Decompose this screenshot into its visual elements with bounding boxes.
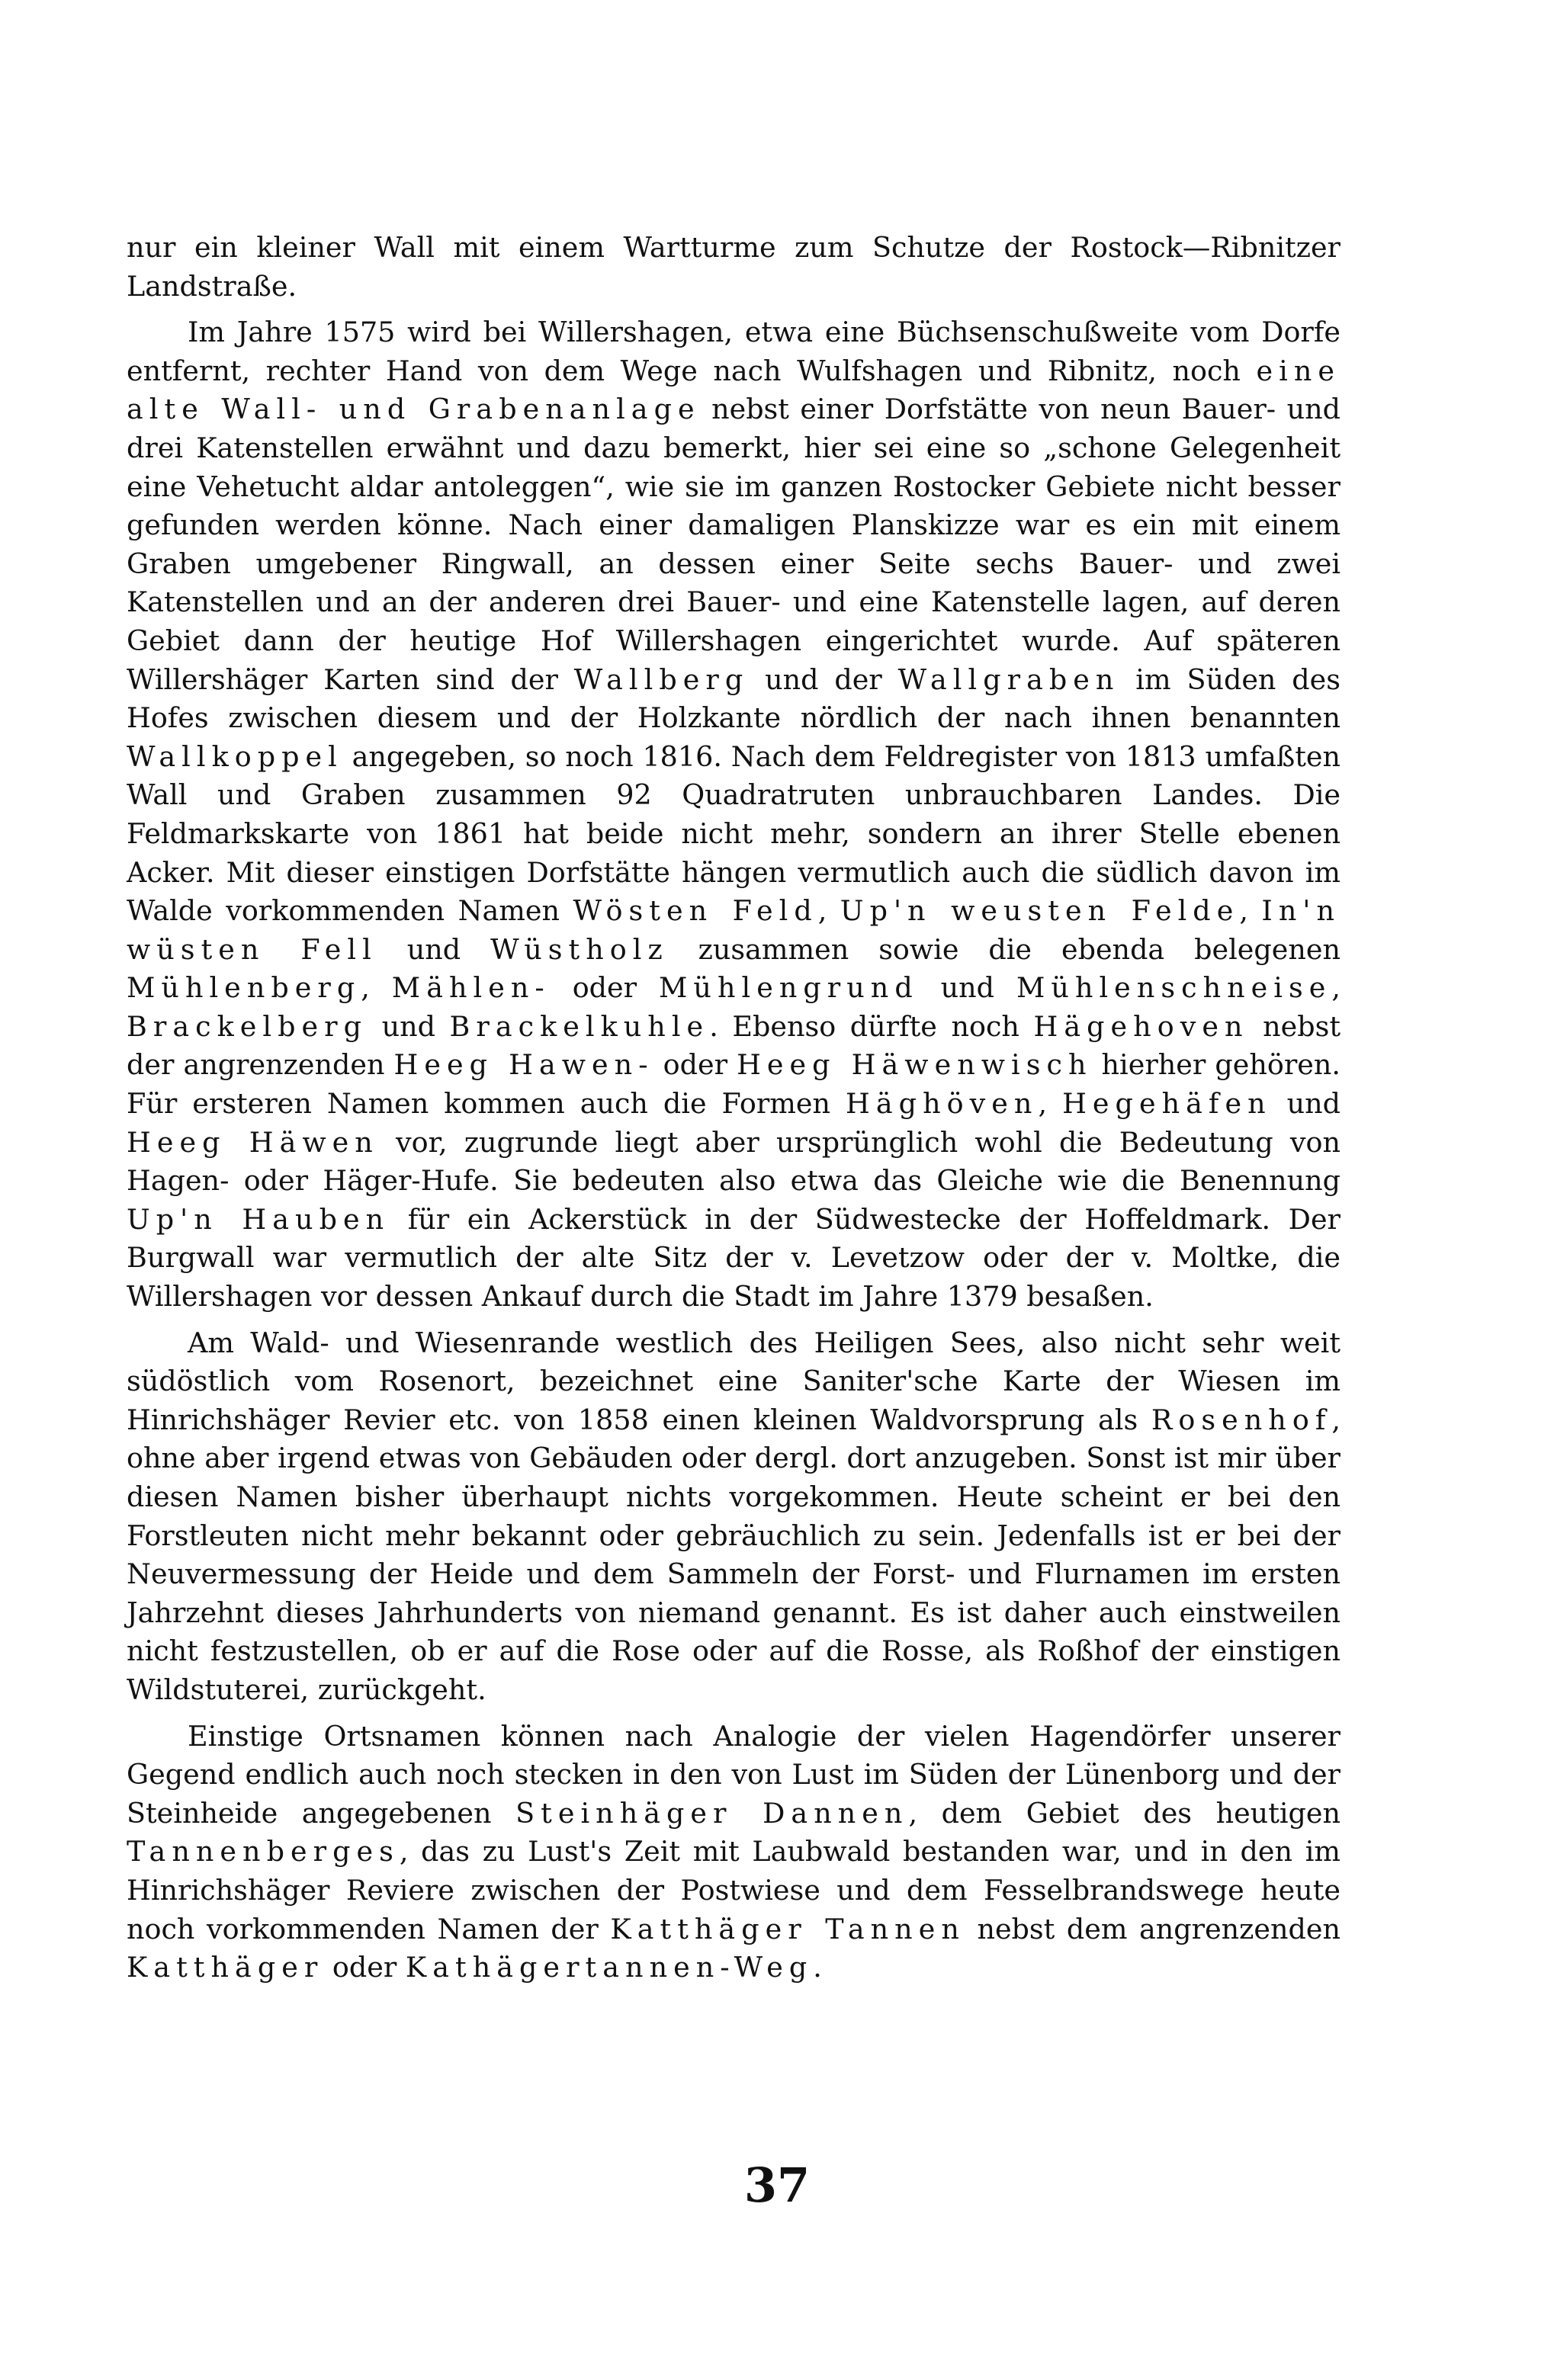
page-number: 37 — [743, 2157, 811, 2213]
text-run: und — [367, 1009, 450, 1043]
spaced-term: Heeg Häwen — [127, 1125, 379, 1159]
text-run: vor, zugrunde liegt aber ursprünglich wohl die Bedeutung von Hagen- oder Häger-Hufe. Sie bedeuten also etwa das Gleiche wie die Benennung — [127, 1125, 1340, 1198]
spaced-term: Up'n weusten Felde — [840, 894, 1240, 928]
spaced-term: Hegehäfen — [1062, 1087, 1272, 1121]
spaced-term: Up'n Hauben — [127, 1202, 390, 1236]
text-run: oder — [550, 971, 660, 1005]
text-run: zusammen sowie die ebenda belegenen — [668, 932, 1340, 966]
spaced-term: Heeg Hawen- — [393, 1048, 654, 1082]
text-run: und — [918, 971, 1016, 1005]
text-run: und — [1271, 1087, 1340, 1121]
text-run: Am Wald- und Wiesenrande westlich des Heiligen Sees, also nicht sehr weit südöstlich vom Rosenort, bezeichnet eine Saniter'sche Karte der Wiesen im Hinrichshäger Revier etc. von 1858 einen kleinen Waldvorsprung als — [127, 1326, 1340, 1436]
spaced-term: Mühlenschneise — [1016, 971, 1332, 1005]
spaced-term: Wallberg — [573, 662, 750, 696]
spaced-term: Hägehoven — [1033, 1009, 1249, 1043]
text-run: nebst der angrenzenden — [127, 1009, 1340, 1082]
paragraph — [127, 313, 1340, 1316]
text-run: , — [1239, 894, 1262, 928]
text-run: hierher gehören. Für ersteren Namen kommen auch die Formen — [127, 1048, 1340, 1121]
text-run: nebst dem angrenzenden — [965, 1912, 1340, 1945]
spaced-term: Katthäger — [127, 1951, 324, 1984]
text-run: für ein Ackerstück in der Südwestecke der Hoffeldmark. Der Burgwall war vermutlich der alte Sitz der v. Levetzow oder der v. Moltke, die Willershagen vor dessen Ankauf durch die Stadt im Jahre 1379 besaßen. — [127, 1202, 1340, 1313]
spaced-term: Tannenberges — [127, 1835, 400, 1868]
spaced-term: Katthäger Tannen — [610, 1912, 965, 1945]
text-run: angegeben, so noch 1816. Nach dem Feldregister von 1813 umfaßten Wall und Graben zusammen 92 Quadratruten unbrauchbaren Landes. Die Feldmarkskarte von 1861 hat beide nicht mehr, sondern an ihrer Stelle ebenen Acker. Mit dieser einstigen Dorfstätte hängen vermutlich auch die südlich davon im Walde vorkommenden Namen — [127, 739, 1340, 928]
text-run: , das zu Lust's Zeit mit Laubwald bestanden war, und in den im Hinrichshäger Reviere zwischen der Postwiese und dem Fesselbrandswege heute noch vorkommenden Namen der — [127, 1835, 1340, 1945]
text-run: und — [377, 932, 491, 966]
text-run: , dem Gebiet des heutigen — [908, 1796, 1341, 1830]
text-run: , ohne aber irgend etwas von Gebäuden oder dergl. dort anzugeben. Sonst ist mir über diesen Namen bisher überhaupt nichts vorgekommen. Heute scheint er bei den Forstleuten nicht mehr bekannt oder gebräuchlich zu sein. Jedenfalls ist er bei der Neuvermessung der Heide und dem Sammeln der Forst- und Flurnamen im ersten Jahrzehnt dieses Jahrhunderts von niemand genannt. Es ist daher auch einstweilen nicht festzustellen, ob er auf die Rose oder auf die Rosse, als Roßhof der einstigen Wildstuterei, zurückgeht. — [127, 1403, 1340, 1706]
spaced-term: Heeg Häwenwisch — [737, 1048, 1093, 1082]
spaced-term: Kathägertannen-Weg — [405, 1951, 814, 1984]
text-run: nur ein kleiner Wall mit einem Wartturme zum Schutze der Rostock—Ribnitzer Landstraße. — [127, 231, 1340, 303]
spaced-term: Wösten Feld — [573, 894, 818, 928]
paragraph — [127, 1718, 1340, 1987]
paragraph — [127, 1324, 1340, 1710]
spaced-term: Wallgraben — [897, 662, 1120, 696]
spaced-term: Brackelberg — [127, 1009, 368, 1043]
body-text — [127, 229, 1340, 1995]
paragraph — [127, 229, 1340, 306]
spaced-term: Rosenhof — [1151, 1403, 1332, 1436]
text-run: , — [361, 971, 392, 1005]
spaced-term: Wallkoppel — [127, 739, 343, 773]
text-run: oder — [653, 1048, 737, 1082]
text-run: , — [1331, 971, 1340, 1005]
text-run: im Süden des Hofes zwischen diesem und der Holzkante nördlich der nach ihnen benannten — [127, 662, 1340, 735]
spaced-term: Mählen- — [391, 971, 551, 1005]
text-run: nebst einer Dorfstätte von neun Bauer- und drei Katenstellen erwähnt und dazu bemerkt, hier sei eine so „schone Gelegenheit eine Vehetucht aldar antoleggen“, wie sie im ganzen Rostocker Gebiete nicht besser gefunden werden könne. Nach einer damaligen Planskizze war es ein mit einem Graben umgebener Ringwall, an dessen einer Seite sechs Bauer- und zwei Katenstellen und an der anderen drei Bauer- und eine Katenstelle lagen, auf deren Gebiet dann der heutige Hof Willershagen eingerichtet wurde. Auf späteren Willershäger Karten sind der — [127, 393, 1340, 696]
spaced-term: Mühlengrund — [659, 971, 919, 1005]
text-run: , — [817, 894, 840, 928]
text-run: oder — [323, 1951, 406, 1984]
text-run: . — [813, 1951, 822, 1984]
spaced-term: eine alte Wall- und Grabenanlage — [127, 354, 1340, 426]
spaced-term: Wüstholz — [490, 932, 669, 966]
spaced-term: Mühlenberg — [127, 971, 361, 1005]
text-run: . Ebenso dürfte noch — [709, 1009, 1034, 1043]
text-run: Einstige Ortsnamen können nach Analogie der vielen Hagendörfer unserer Gegend endlich auch noch stecken in den von Lust im Süden der Lünenborg und der Steinheide angegebenen — [127, 1719, 1340, 1830]
text-run: Im Jahre 1575 wird bei Willershagen, etwa eine Büchsenschußweite vom Dorfe entfernt, rechter Hand von dem Wege nach Wulfshagen und Ribnitz, noch — [127, 316, 1340, 387]
spaced-term: In'n wüsten Fell — [127, 894, 1340, 966]
text-run: und der — [749, 662, 898, 696]
spaced-term: Häghöven — [846, 1087, 1039, 1121]
spaced-term: Brackelkuhle — [449, 1009, 710, 1043]
text-run: , — [1038, 1087, 1063, 1121]
spaced-term: Steinhäger Dannen — [515, 1796, 909, 1830]
